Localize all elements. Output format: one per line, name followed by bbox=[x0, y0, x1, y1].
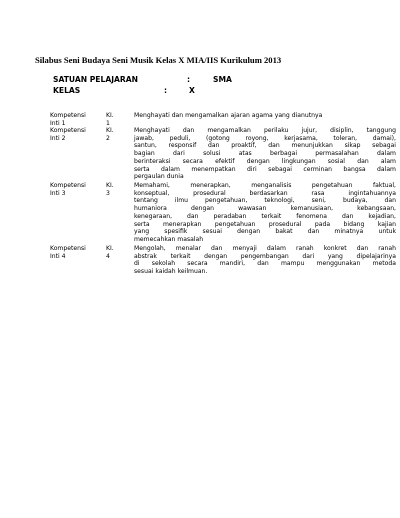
ki-desc-line: serta menerapkan pengetahuan prosedural pada bidang kajian bbox=[134, 220, 396, 228]
satuan-colon: : bbox=[187, 75, 191, 84]
ki-desc-line: yang spesifik sesuai dengan bakat dan minatnya untuk bbox=[134, 228, 396, 236]
ki-desc-line: humaniora dengan wawasan kemanusiaan, kebangsaan, bbox=[134, 205, 396, 213]
ki-code bbox=[106, 112, 126, 127]
ki-desc-line: memecahkan masalah bbox=[134, 235, 204, 243]
ki-desc-line: tentang ilmu pengetahuan, teknologi, seni, budaya, dan bbox=[134, 197, 396, 205]
ki-desc-line: kenegaraan, dan peradaban terkait fenomena dan kejadian, bbox=[134, 212, 396, 220]
ki-label-line: Inti 2 bbox=[50, 134, 66, 142]
ki-desc-line: pergaulan dunia bbox=[134, 173, 184, 181]
ki-label bbox=[50, 182, 95, 197]
ki-desc-line: Mengolah, menalar dan menyaji dalam ranah konkret dan ranah bbox=[134, 245, 396, 252]
kelas-value: X bbox=[189, 86, 195, 95]
ki-desc-line: jawab, peduli, (gotong royong, kerjasama, toleran, damai), bbox=[134, 134, 396, 142]
ki-description bbox=[134, 127, 396, 181]
ki-desc-line: bagian dari solusi atas berbagai permasalahan dalam bbox=[134, 150, 396, 158]
document-title: Silabus Seni Budaya Seni Musik Kelas X MIA/IIS Kurikulum 2013 bbox=[35, 55, 282, 65]
ki-desc-line: sesuai kaidah keilmuan. bbox=[134, 268, 208, 276]
ki-code-line: KI. bbox=[106, 112, 114, 119]
ki-code-line: KI. bbox=[106, 245, 114, 252]
ki-label-line: Inti 3 bbox=[50, 189, 66, 197]
ki-label-line: Kompetensi bbox=[50, 182, 86, 189]
ki-label bbox=[50, 245, 95, 260]
ki-code bbox=[106, 127, 126, 142]
satuan-label: SATUAN PELAJARAN bbox=[53, 75, 138, 84]
kelas-colon: : bbox=[164, 86, 168, 95]
ki-label-line: Inti 1 bbox=[50, 119, 66, 127]
ki-desc-line: santun, responsif dan proaktif, dan menunjukkan sikap sebagai bbox=[134, 142, 396, 150]
kelas-label: KELAS bbox=[53, 86, 81, 95]
ki-desc-line: abstrak terkait dengan pengembangan dari yang dipelajarinya bbox=[134, 252, 396, 260]
ki-code-line: 3 bbox=[106, 189, 110, 197]
ki-description bbox=[134, 112, 396, 120]
ki-label-line: Kompetensi bbox=[50, 245, 86, 252]
ki-code-line: 1 bbox=[106, 119, 110, 127]
ki-code-line: 2 bbox=[106, 134, 110, 142]
ki-label bbox=[50, 112, 95, 127]
ki-desc-line: di sekolah secara mandiri, dan mampu menggunakan metoda bbox=[134, 260, 396, 268]
ki-description bbox=[134, 245, 396, 276]
ki-label-line: Kompetensi bbox=[50, 112, 86, 119]
ki-code-line: KI. bbox=[106, 182, 114, 189]
ki-desc-line: Menghayati dan mengamalkan perilaku jujur, disiplin, tanggung bbox=[134, 127, 396, 134]
ki-label-line: Kompetensi bbox=[50, 127, 86, 134]
satuan-value: SMA bbox=[213, 75, 232, 84]
ki-code-line: KI. bbox=[106, 127, 114, 134]
ki-label-line: Inti 4 bbox=[50, 252, 66, 260]
ki-desc-line: konseptual, prosedural berdasarkan rasa ingintahuannya bbox=[134, 189, 396, 197]
ki-code bbox=[106, 245, 126, 260]
ki-description bbox=[134, 182, 396, 244]
ki-desc-line: Memahami, menerapkan, menganalisis pengetahuan faktual, bbox=[134, 182, 396, 189]
ki-desc-line: Menghayati dan mengamalkan ajaran agama yang dianutnya bbox=[134, 112, 323, 119]
ki-desc-line: berinteraksi secara efektif dengan lingkungan sosial dan alam bbox=[134, 157, 396, 165]
ki-label bbox=[50, 127, 95, 142]
ki-code-line: 4 bbox=[106, 252, 110, 260]
ki-desc-line: serta dalam menempatkan diri sebagai cerminan bangsa dalam bbox=[134, 165, 396, 173]
ki-code bbox=[106, 182, 126, 197]
